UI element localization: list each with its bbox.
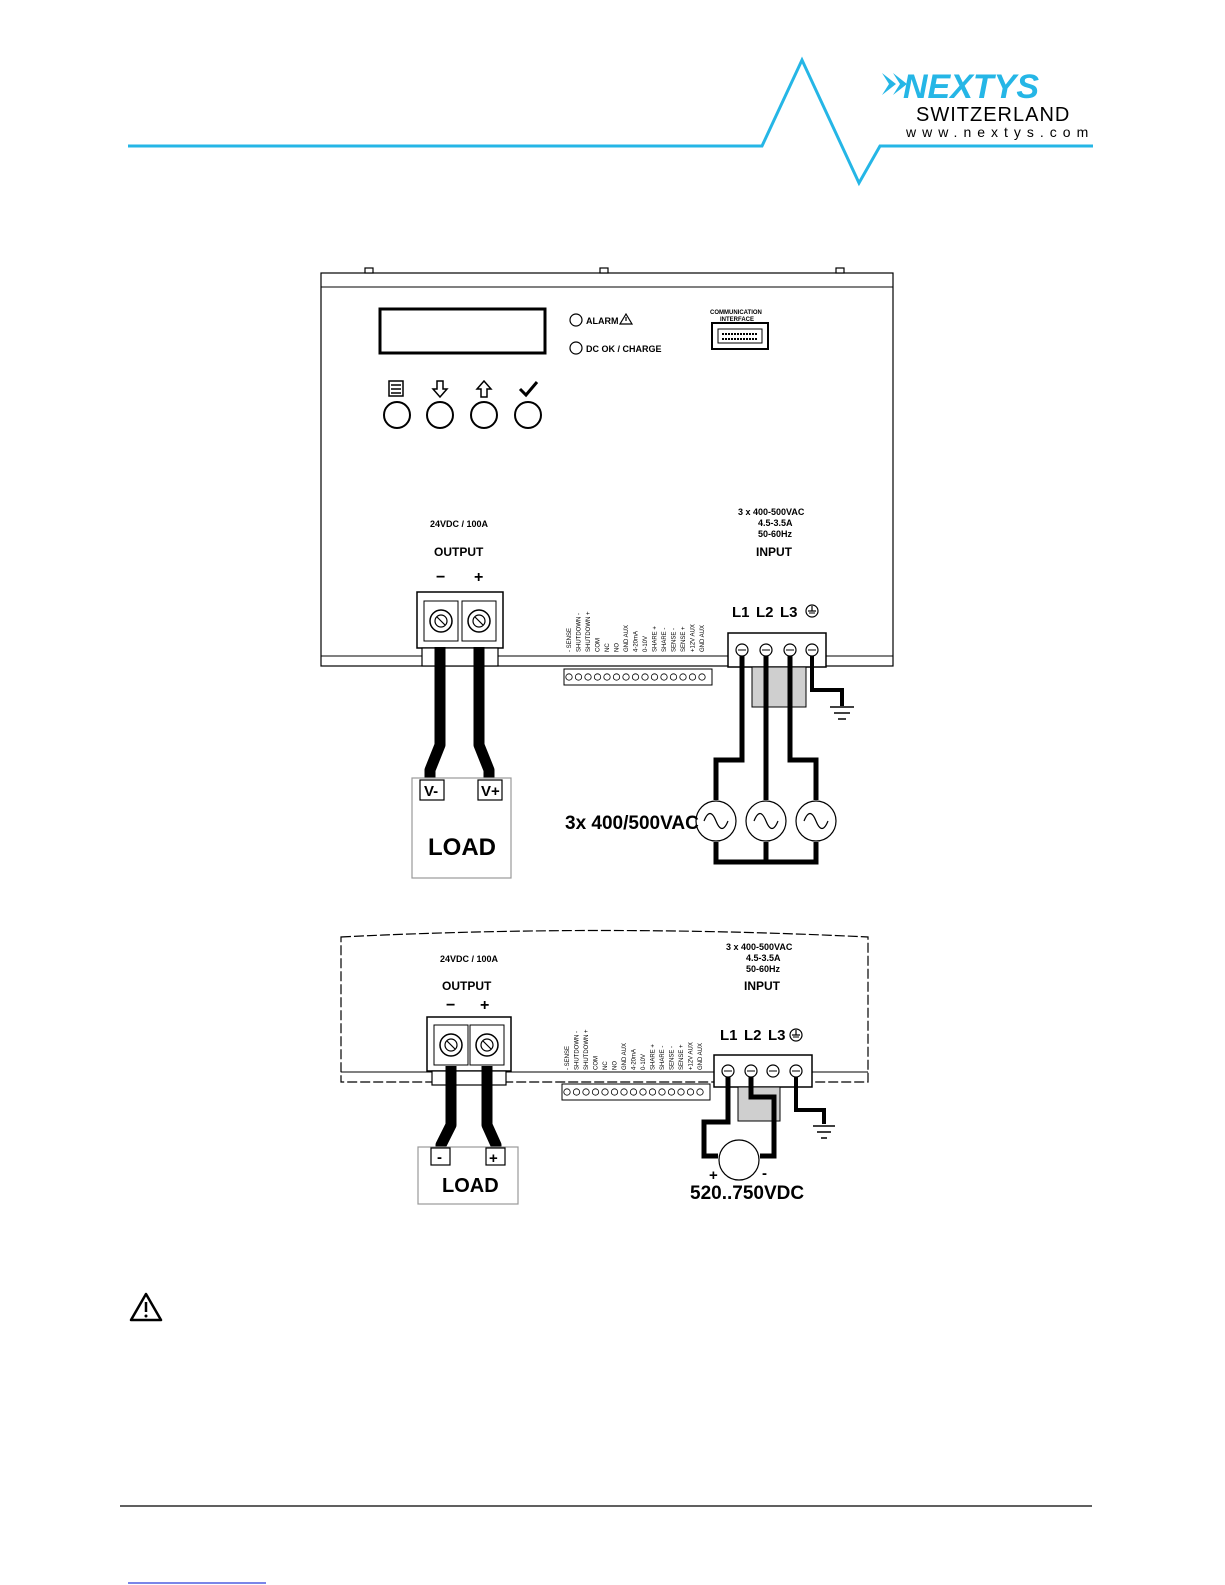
menu-icon [389,381,403,396]
input-label: INPUT [756,545,792,559]
signal-pin-label: 0-10V [643,635,649,652]
signal-pin-label: SENSE + [681,626,687,652]
signal-pin [564,1089,570,1095]
signal-pin [630,1089,636,1095]
signal-pin-row [566,674,705,680]
source-plus: + [709,1167,718,1184]
brand-name: NEXTYS [903,68,1040,106]
signal-pin-label: SHUTDOWN - [576,613,583,652]
signal-pin [602,1089,608,1095]
cable-positive [479,647,489,785]
signal-pin [680,674,686,680]
output-label: OUTPUT [434,545,484,559]
logo-chevron-icon [882,73,896,95]
wire-l1 [716,656,742,800]
phase-l1-2: L1 [720,1027,738,1044]
ac-source-icon [696,801,736,841]
phase-l2: L2 [756,604,774,621]
brand-logo [882,68,1094,140]
signal-pin-label: NO [614,643,621,652]
wire-neutral [716,842,816,862]
signal-pin-label: SHARE + [652,626,659,652]
output-minus-2: − [446,997,456,1014]
input-rating-1: 3 x 400-500VAC [738,507,805,517]
signal-pin [566,674,572,680]
signal-pin [613,674,619,680]
signal-pin [573,1089,579,1095]
signal-pin [689,674,695,680]
signal-pin-label: COM [593,1056,600,1070]
load-minus-2: - [437,1149,442,1166]
signal-pin-label: SHUTDOWN + [584,1029,590,1070]
source-label: 3x 400/500VAC [565,813,699,834]
signal-pin [623,674,629,680]
signal-pin [697,1089,703,1095]
comm-label-2: INTERFACE [720,317,755,323]
phase-l2-2: L2 [744,1027,762,1044]
signal-pin [699,674,705,680]
signal-pin [651,674,657,680]
signal-pin-label: SHARE - [660,1045,666,1070]
signal-pin [575,674,581,680]
signal-pin-label: +12V AUX [690,624,697,652]
alarm-led [570,314,582,326]
alarm-label: ALARM [586,316,619,326]
output-minus: − [436,569,446,586]
ac-source-icon [746,801,786,841]
signal-pin-label: GND AUX [700,624,706,652]
source-label-2: 520..750VDC [690,1183,805,1204]
signal-pin [678,1089,684,1095]
output-plus-2: + [480,997,490,1014]
signal-pin-label: GND AUX [624,624,630,652]
input-rating-2-2: 4.5-3.5A [746,953,781,963]
brand-website: www.nextys.com [906,124,1095,140]
phase-l1: L1 [732,604,750,621]
signal-pin [604,674,610,680]
signal-pin [670,674,676,680]
signal-pin-label: 0-10V [641,1053,647,1070]
input-rating-2-3: 50-60Hz [746,964,781,974]
signal-pin [621,1089,627,1095]
signal-pin [640,1089,646,1095]
signal-pin-label: SHARE - [662,627,668,652]
signal-pin-label: NO [612,1061,619,1070]
signal-pin [583,1089,589,1095]
earth-symbol-icon [806,605,818,617]
ground-icon [813,1126,835,1138]
signal-pin-label: GND AUX [698,1042,704,1070]
signal-pin-label: - SENSE [565,1045,571,1070]
input-rating-2-1: 3 x 400-500VAC [726,942,793,952]
load-label: LOAD [428,834,496,861]
signal-pin [632,674,638,680]
signal-pin-label: COM [595,638,602,652]
signal-pin [592,1089,598,1095]
signal-pin-row-2 [564,1089,703,1095]
signal-pin [687,1089,693,1095]
signal-pin [659,1089,665,1095]
signal-pin-label: SHARE + [650,1044,657,1070]
cable-negative [430,647,440,785]
signal-pin-label: +12V AUX [688,1042,695,1070]
load-minus: V- [424,783,439,800]
signal-pin-label: SENSE - [669,1045,676,1070]
signal-pin-label: - SENSE [567,627,573,652]
diagram-dc-input [341,931,868,1205]
output-terminal-2 [427,1017,511,1085]
signal-pin-label: GND AUX [622,1042,628,1070]
diagram-ac-input [321,268,893,878]
earth-symbol-icon [790,1029,802,1041]
signal-pin [668,1089,674,1095]
header [128,60,1094,183]
signal-pin-label: NC [603,1061,609,1070]
signal-pin-label: SENSE - [671,627,678,652]
brand-sub: SWITZERLAND [916,104,1071,126]
signal-pin [594,674,600,680]
signal-pin-label: 4-20mA [631,1048,638,1070]
output-label-2: OUTPUT [442,979,492,993]
load-plus: V+ [481,783,500,800]
signal-pin-label: NC [605,643,611,652]
signal-pin-label: 4-20mA [633,630,640,652]
input-label-2: INPUT [744,979,780,993]
signal-pin [649,1089,655,1095]
output-terminal [417,592,503,666]
dc-source-icon [719,1140,759,1180]
input-rating-3: 50-60Hz [758,529,793,539]
lcd-display [380,309,545,353]
load-box [412,778,511,878]
load-label-2: LOAD [442,1175,499,1197]
source-minus: - [762,1165,767,1182]
signal-pin [611,1089,617,1095]
phase-l3: L3 [780,604,798,621]
signal-pin-label: SHUTDOWN - [574,1031,581,1070]
signal-pin-label: SHUTDOWN + [586,611,592,652]
output-rating-2: 24VDC / 100A [440,954,499,964]
dcok-led [570,342,582,354]
ac-source-icon [796,801,836,841]
output-rating: 24VDC / 100A [430,519,489,529]
comm-label-1: COMMUNICATION [710,310,762,316]
output-plus: + [474,569,484,586]
dcok-label: DC OK / CHARGE [586,344,662,354]
load-box-2 [418,1147,518,1204]
ground-icon [830,707,854,719]
input-rating-2: 4.5-3.5A [758,518,793,528]
signal-pin-label: SENSE + [679,1044,685,1070]
signal-pin [585,674,591,680]
phase-l3-2: L3 [768,1027,786,1044]
load-plus-2: + [489,1150,498,1167]
warning-triangle-icon [131,1294,161,1320]
signal-pin [642,674,648,680]
signal-pin [661,674,667,680]
